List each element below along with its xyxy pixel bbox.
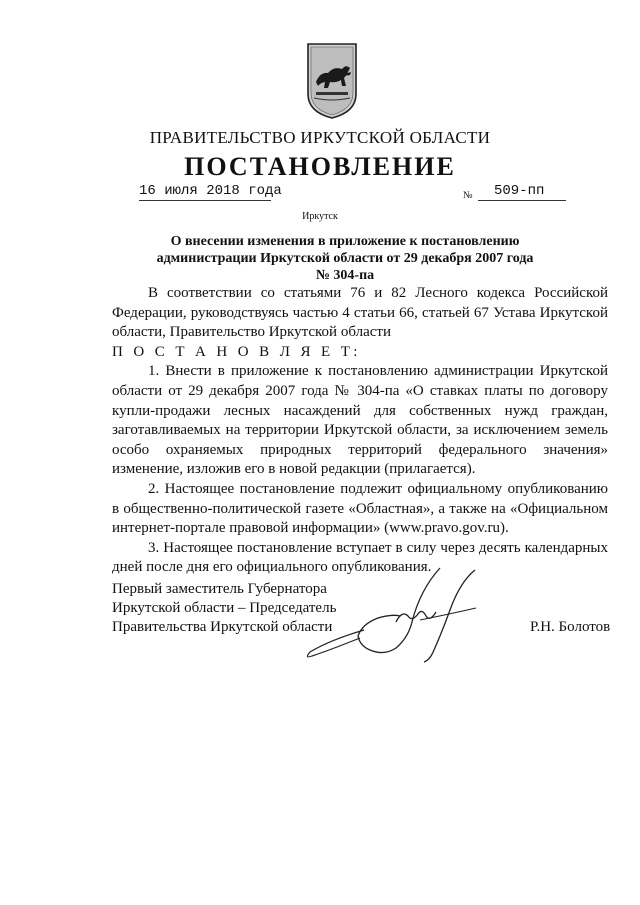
resolves-heading: П О С Т А Н О В Л Я Е Т: bbox=[112, 343, 361, 360]
signer-position-line-1: Первый заместитель Губернатора bbox=[112, 581, 327, 597]
org-title: ПРАВИТЕЛЬСТВО ИРКУТСКОЙ ОБЛАСТИ bbox=[149, 128, 491, 147]
document-type-title: ПОСТАНОВЛЕНИЕ bbox=[184, 152, 456, 181]
document-date: 16 июля 2018 года bbox=[139, 183, 282, 199]
signer-position-line-3: Правительства Иркутской области bbox=[112, 619, 333, 635]
number-sign: № bbox=[463, 190, 473, 201]
handwritten-signature bbox=[300, 560, 500, 670]
subject-line-2: администрации Иркутской области от 29 декабря 2007 года № 304-па bbox=[156, 251, 534, 283]
signer-position-line-2: Иркутской области – Председатель bbox=[112, 600, 337, 616]
item-2-paragraph: 2. Настоящее постановление подлежит официальному опубликованию в общественно-политической газете «Областная», а также на «Официальном интернет-портале правовой информации» (www.pravo.gov.ru). bbox=[112, 480, 608, 537]
subject-line-1: О внесении изменения в приложение к постановлению bbox=[170, 234, 520, 249]
coat-of-arms-emblem bbox=[306, 42, 358, 120]
city-label: Иркутск bbox=[302, 211, 338, 222]
document-subject bbox=[150, 233, 540, 284]
preamble-paragraph: В соответствии со статьями 76 и 82 Лесного кодекса Российской Федерации, руководствуясь частью 4 статьи 66, статьей 67 Устава Иркутской области, Правительство Иркутской области bbox=[112, 285, 608, 341]
item-3-paragraph: 3. Настоящее постановление вступает в силу через десять календарных дней после дня его официального опубликования. bbox=[112, 539, 608, 576]
item-1-paragraph: 1. Внести в приложение к постановлению администрации Иркутской области от 29 декабря 2007 года № 304-па «О ставках платы по договору купли-продажи лесных насаждений для собственных нужд граждан, заготавливаемых на территории Иркутской области, за исключением земель особо охраняемых природных территорий федерального значения» изменение, изложив его в новой редакции (прилагается). bbox=[112, 363, 608, 478]
signer-name: Р.Н. Болотов bbox=[530, 619, 611, 635]
document-body bbox=[112, 284, 608, 578]
document-number: 509-пп bbox=[478, 183, 566, 201]
